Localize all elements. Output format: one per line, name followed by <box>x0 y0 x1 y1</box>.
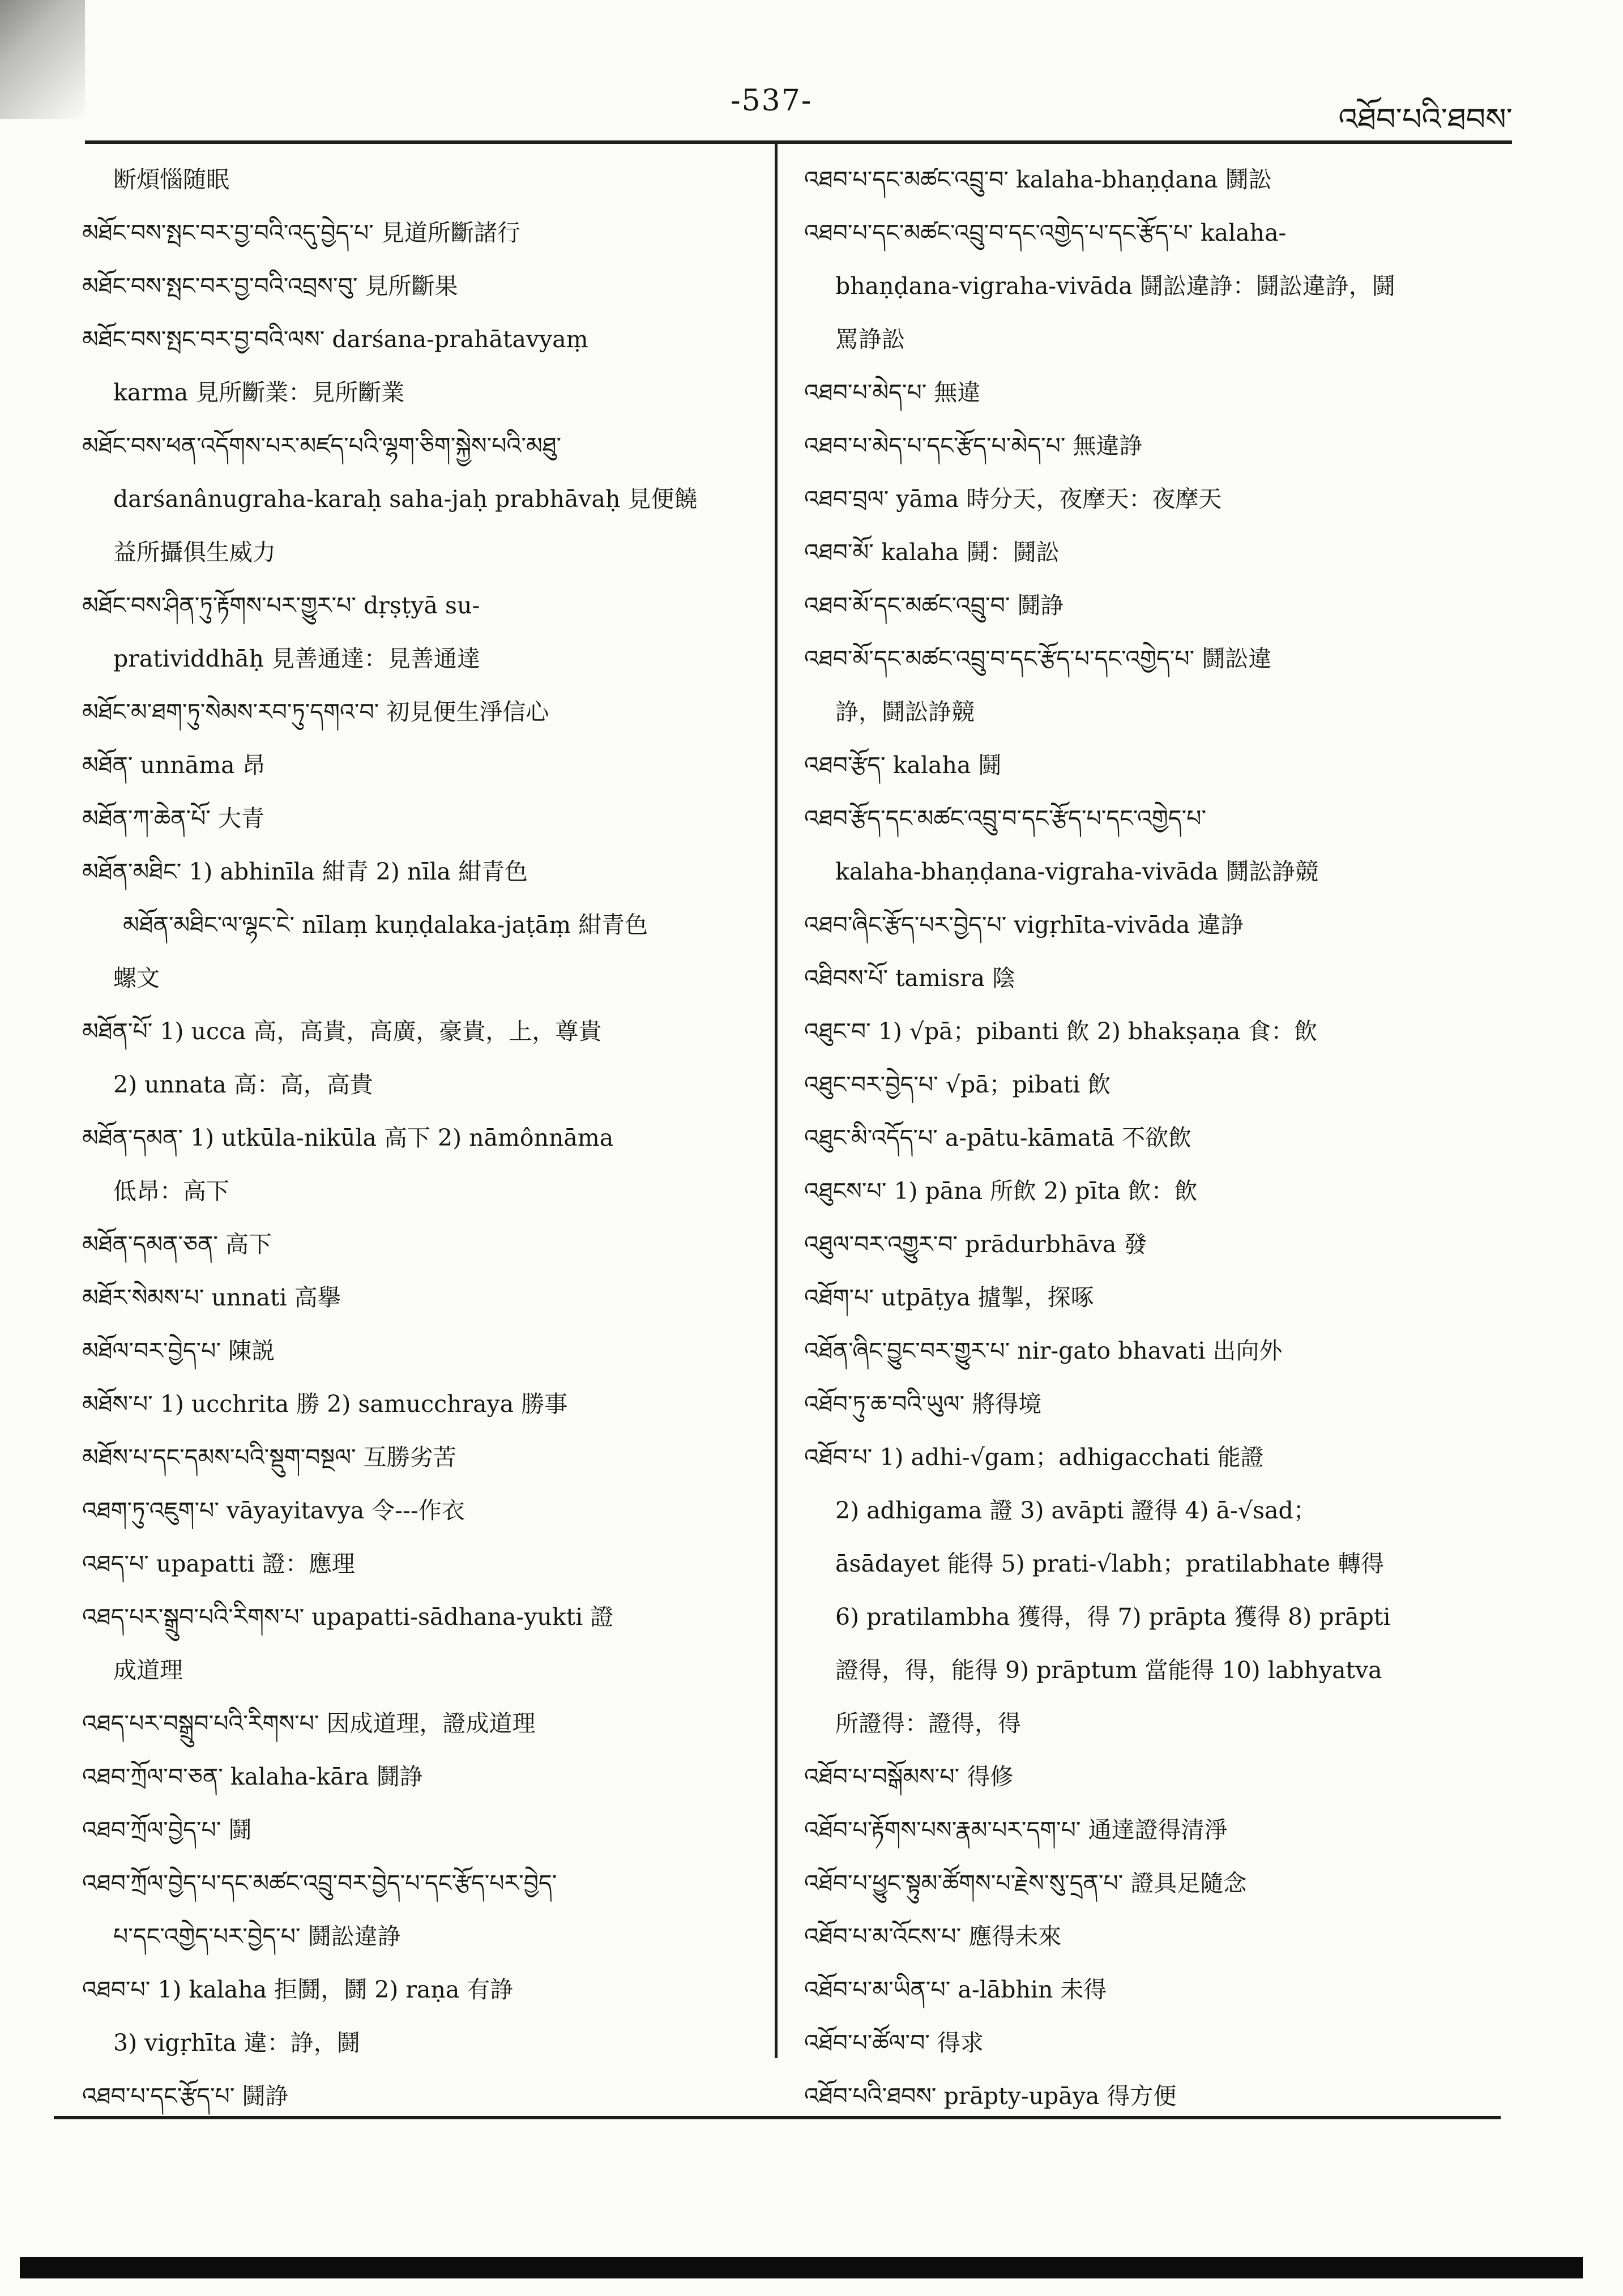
page-number: -537- <box>731 84 813 118</box>
dictionary-line: འཐོབ་པའི་ཐབས་ prāpty-upāya 得方便 <box>804 2082 1177 2110</box>
running-head: འཐོབ་པའི་ཐབས་ <box>1338 101 1513 137</box>
dictionary-line: མཐོན་དམན་ 1) utkūla-nikūla 高下 2) nāmônnāma <box>82 1124 614 1151</box>
dictionary-line: 断煩惱随眠 <box>113 166 229 193</box>
dictionary-line: 諍，鬪訟諍競 <box>835 698 975 725</box>
column-divider <box>775 144 778 2058</box>
dictionary-line: མཐོས་པ་དང་དམས་པའི་སྡུག་བསྔལ་ 互勝劣苦 <box>82 1444 456 1471</box>
dictionary-line: འཐུང་མི་འདོད་པ་ a-pātu-kāmatā 不欲飲 <box>804 1124 1192 1151</box>
dictionary-line: 罵諍訟 <box>835 326 905 353</box>
dictionary-line: མཐོང་བས་སྤང་བར་བྱ་བའི་ལས་ darśana-prahātavyaṃ <box>82 326 588 353</box>
dictionary-line: འཐོབ་པ་ཚོལ་བ་ 得求 <box>804 2029 984 2056</box>
dictionary-line: འཐབ་པ་དང་མཚང་འབྲུ་བ་ kalaha-bhaṇḍana 鬪訟 <box>804 166 1272 193</box>
dictionary-line: འཐབ་ཀྲོལ་བྱེད་པ་ 鬪 <box>82 1816 252 1843</box>
dictionary-line: མཐོན་ unnāma 昂 <box>82 752 266 779</box>
dictionary-line: kalaha-bhaṇḍana-vigraha-vivāda 鬪訟諍競 <box>835 858 1319 885</box>
dictionary-line: 益所攝俱生威力 <box>113 539 276 566</box>
dictionary-line: 6) pratilambha 獲得，得 7) prāpta 獲得 8) prāpti <box>835 1603 1391 1631</box>
dictionary-line: 2) adhigama 證 3) avāpti 證得 4) ā-√sad； <box>835 1497 1317 1524</box>
dictionary-line: karma 見所斷業：見所斷業 <box>113 379 405 406</box>
dictionary-line: པ་དང་འགྱེད་པར་བྱེད་པ་ 鬪訟違諍 <box>113 1923 401 1950</box>
dictionary-line: མཐོང་བས་སྤང་བར་བྱ་བའི་འདུ་བྱེད་པ་ 見道所斷諸行 <box>82 219 520 246</box>
dictionary-line: མཐོན་པོ་ 1) ucca 高，高貴，高廣，豪貴，上，尊貴 <box>82 1018 602 1045</box>
dictionary-line: འཐབ་མོ་ kalaha 鬪：鬪訟 <box>804 539 1060 566</box>
dictionary-line: འཐད་པར་བསྒྲུབ་པའི་རིགས་པ་ 因成道理，證成道理 <box>82 1710 536 1737</box>
dictionary-line: འཐོབ་ཏུ་ཆ་བའི་ཡུལ་ 將得境 <box>804 1390 1042 1418</box>
dictionary-line: མཐོན་ཀ་ཆེན་པོ་ 大青 <box>82 805 265 832</box>
dictionary-line: མཐོལ་བར་བྱེད་པ་ 陳説 <box>82 1337 275 1364</box>
dictionary-line: འཐབ་པ་མེད་པ་ 無違 <box>804 379 981 406</box>
dictionary-line: 低昂：高下 <box>113 1177 229 1205</box>
dictionary-line: འཐོབ་པ་ཕྱུང་སྟུམ་ཚོགས་པ་རྗེས་སུ་དྲན་པ་ 證具足隨念 <box>804 1870 1247 1897</box>
dictionary-line: འཐོན་ཞིང་བྱུང་བར་གྱུར་པ་ nir-gato bhavati 出向外 <box>804 1337 1283 1364</box>
scan-shadow <box>0 0 85 119</box>
dictionary-line: མཐོན་མཐིང་ 1) abhinīla 紺青 2) nīla 紺青色 <box>82 858 528 885</box>
dictionary-line: āsādayet 能得 5) prati-√labh；pratilabhate 轉得 <box>835 1550 1385 1577</box>
right-column <box>804 153 1512 2123</box>
dictionary-line: འཐབ་ཀྲོལ་བྱེད་པ་དང་མཚང་འབྲུ་བར་བྱེད་པ་དང་རྩོད་པར་བྱེད་ <box>82 1870 557 1897</box>
dictionary-line: འཐབ་པ་མེད་པ་དང་རྩོད་པ་མེད་པ་ 無違諍 <box>804 432 1143 459</box>
dictionary-line: pratividdhāḥ 見善通達：見善通達 <box>113 645 480 672</box>
dictionary-line: མཐོན་དམན་ཅན་ 高下 <box>82 1231 272 1258</box>
dictionary-line: bhaṇḍana-vigraha-vivāda 鬪訟違諍：鬪訟違諍，鬪 <box>835 272 1395 300</box>
dictionary-line: འཐབ་བྲལ་ yāma 時分天，夜摩天：夜摩天 <box>804 485 1222 513</box>
dictionary-line: འཐབ་མོ་དང་མཚང་འབྲུ་བ་དང་རྩོད་པ་དང་འགྱེད་པ་ 鬪訟違 <box>804 645 1272 672</box>
dictionary-line: 成道理 <box>113 1657 183 1684</box>
footer-rule <box>54 2116 1501 2119</box>
dictionary-line: འཐུང་བ་ 1) √pā；pibanti 飲 2) bhakṣaṇa 食：飲 <box>804 1018 1318 1045</box>
dictionary-line: འཐོབ་པ་རྟོགས་པས་རྣམ་པར་དག་པ་ 通達證得清淨 <box>804 1816 1228 1843</box>
dictionary-line: 所證得：證得，得 <box>835 1710 1021 1737</box>
dictionary-line: འཐོབ་པ་ 1) adhi-√gam；adhigacchati 能證 <box>804 1444 1264 1471</box>
scan-edge-bar <box>20 2257 1583 2278</box>
dictionary-line: མཐོང་མ་ཐག་ཏུ་སེམས་རབ་ཏུ་དགའ་བ་ 初見便生淨信心 <box>82 698 549 725</box>
dictionary-line: མཐོར་སེམས་པ་ unnati 高擧 <box>82 1284 341 1311</box>
dictionary-line: མཐོང་བས་སྤང་བར་བྱ་བའི་འབྲས་བུ་ 見所斷果 <box>82 272 458 300</box>
dictionary-line: 3) vigṛhīta 違：諍，鬪 <box>113 2029 360 2056</box>
dictionary-line: འཐུང་བར་བྱེད་པ་ √pā；pibati 飲 <box>804 1071 1111 1098</box>
header-rule <box>85 140 1512 144</box>
dictionary-line: འཐབ་པ་ 1) kalaha 拒鬪，鬪 2) raṇa 有諍 <box>82 1976 514 2003</box>
dictionary-line: 螺文 <box>113 965 160 992</box>
dictionary-line: འཐབ་པ་དང་མཚང་འབྲུ་བ་དང་འགྱེད་པ་དང་རྩོད་པ་ kalaha- <box>804 219 1287 246</box>
dictionary-line: འཐིབས་པོ་ tamisra 陰 <box>804 965 1016 992</box>
dictionary-line: མཐོང་བས་ཕན་འདོགས་པར་མཛད་པའི་ལྷག་ཅིག་སྐྱེས་པའི་མཐུ་ <box>82 432 562 459</box>
dictionary-line: འཐབ་ཀྲོལ་བ་ཅན་ kalaha-kāra 鬪諍 <box>82 1763 423 1790</box>
dictionary-line: མཐོས་པ་ 1) ucchrita 勝 2) samucchraya 勝事 <box>82 1390 568 1418</box>
dictionary-line: འཐད་པ་ upapatti 證：應理 <box>82 1550 355 1577</box>
dictionary-line: འཐོག་པ་ utpāṭya 摣掣，探啄 <box>804 1284 1094 1311</box>
dictionary-line: འཐོབ་པ་བསྒོམས་པ་ 得修 <box>804 1763 1014 1790</box>
dictionary-line: འཐོབ་པ་མ་ཡིན་པ་ a-lābhin 未得 <box>804 1976 1107 2003</box>
dictionary-line: འཐག་ཏུ་འཇུག་པ་ vāyayitavya 令---作衣 <box>82 1497 465 1524</box>
dictionary-line: 證得，得，能得 9) prāptum 當能得 10) labhyatva <box>835 1657 1382 1684</box>
dictionary-line: འཐབ་རྩོད་ kalaha 鬪 <box>804 752 1002 779</box>
dictionary-line: འཐོབ་པ་མ་འོངས་པ་ 應得未來 <box>804 1923 1062 1950</box>
dictionary-line: འཐུངས་པ་ 1) pāna 所飲 2) pīta 飲：飲 <box>804 1177 1198 1205</box>
dictionary-line: 2) unnata 高：高，高貴 <box>113 1071 373 1098</box>
dictionary-line: མཐོང་བས་ཤིན་ཏུ་རྟོགས་པར་གྱུར་པ་ dṛṣṭyā su- <box>82 592 480 619</box>
dictionary-line: འཐབ་རྩོད་དང་མཚང་འབྲུ་བ་དང་རྩོད་པ་དང་འགྱེད་པ་ <box>804 805 1207 832</box>
dictionary-line: འཐབ་ཞིང་རྩོད་པར་བྱེད་པ་ vigṛhīta-vivāda 違諍 <box>804 911 1244 938</box>
dictionary-line: darśanânugraha-karaḥ saha-jaḥ prabhāvaḥ 見便饒 <box>113 485 698 513</box>
dictionary-line: འཐུལ་བར་འགྱུར་བ་ prādurbhāva 發 <box>804 1231 1147 1258</box>
dictionary-line: འཐད་པར་སྒྲུབ་པའི་རིགས་པ་ upapatti-sādhana-yukti 證 <box>82 1603 614 1631</box>
dictionary-line: འཐབ་པ་དང་རྩོད་པ་ 鬪諍 <box>82 2082 289 2110</box>
left-column <box>82 153 764 2123</box>
dictionary-line: འཐབ་མོ་དང་མཚང་འབྲུ་བ་ 鬪諍 <box>804 592 1064 619</box>
dictionary-line: མཐོན་མཐིང་ལ་ལྷང་ངེ་ nīlaṃ kuṇḍalaka-jaṭāṃ 紺青色 <box>123 911 648 938</box>
